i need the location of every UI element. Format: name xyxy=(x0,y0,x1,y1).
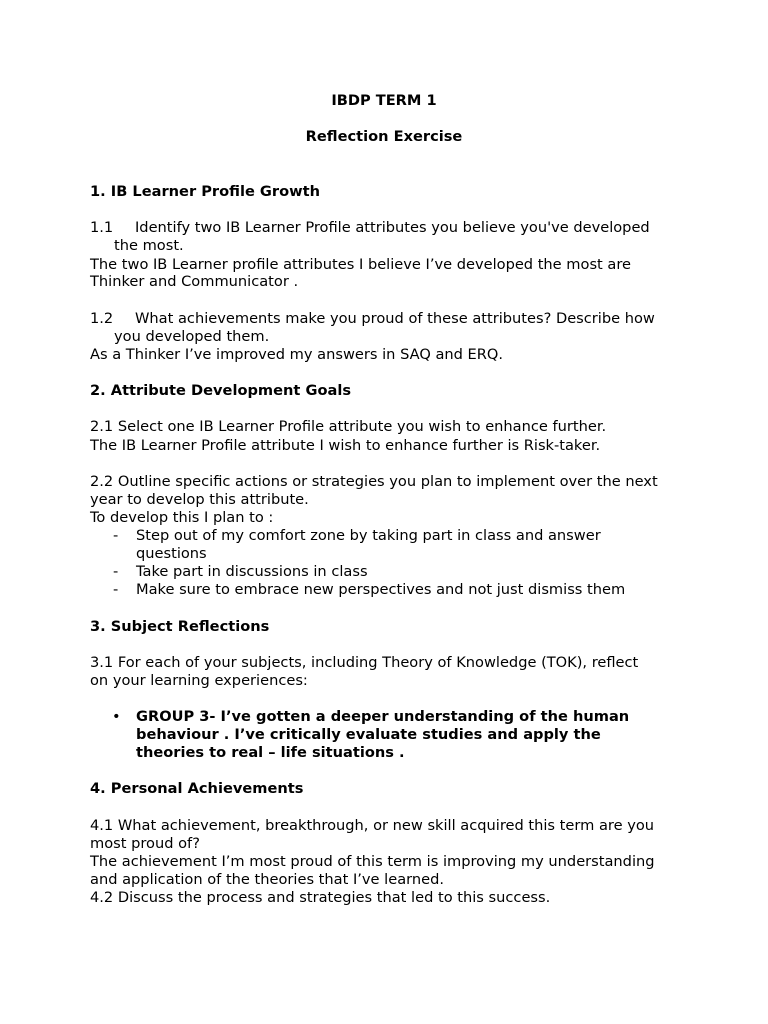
answer-1-1: The two IB Learner profile attributes I believe I’ve developed the most are xyxy=(90,256,632,273)
question-number: 1.2 xyxy=(90,310,114,327)
answer-2-1: The IB Learner Profile attribute I wish to enhance further is Risk-taker. xyxy=(90,437,601,454)
question-1-1-cont: the most. xyxy=(114,237,184,254)
answer-2-2-intro: To develop this I plan to : xyxy=(90,509,274,526)
question-3-1: 3.1 For each of your subjects, including Theory of Knowledge (TOK), reflect xyxy=(90,654,639,671)
list-item: Take part in discussions in class xyxy=(136,563,368,580)
question-3-1-cont: on your learning experiences: xyxy=(90,672,308,689)
question-text: Identify two IB Learner Profile attributes you believe you've developed xyxy=(135,219,650,236)
question-text: What achievements make you proud of these attributes? Describe how xyxy=(135,310,655,327)
question-4-1-cont: most proud of? xyxy=(90,835,200,852)
question-4-2: 4.2 Discuss the process and strategies that led to this success. xyxy=(90,889,551,906)
answer-4-1: The achievement I’m most proud of this term is improving my understanding xyxy=(90,853,655,870)
list-item: Make sure to embrace new perspectives and not just dismiss them xyxy=(136,581,626,598)
question-1-2-cont: you developed them. xyxy=(114,328,270,345)
list-dash: - xyxy=(113,527,119,544)
question-2-2-cont: year to develop this attribute. xyxy=(90,491,309,508)
answer-1-1-cont: Thinker and Communicator . xyxy=(90,273,299,290)
question-4-1: 4.1 What achievement, breakthrough, or new skill acquired this term are you xyxy=(90,817,655,834)
question-1-2 xyxy=(90,310,655,328)
section-4-heading: 4. Personal Achievements xyxy=(90,780,304,797)
question-number: 1.1 xyxy=(90,219,114,236)
list-dash: - xyxy=(113,581,119,598)
list-dash: - xyxy=(113,563,119,580)
bullet-point: • xyxy=(112,708,121,725)
document-subtitle: Reflection Exercise xyxy=(305,128,463,145)
bullet-text-cont: theories to real – life situations . xyxy=(136,744,405,761)
question-2-1: 2.1 Select one IB Learner Profile attribute you wish to enhance further. xyxy=(90,418,607,435)
section-2-heading: 2. Attribute Development Goals xyxy=(90,382,352,399)
answer-1-2: As a Thinker I’ve improved my answers in SAQ and ERQ. xyxy=(90,346,504,363)
question-2-2: 2.2 Outline specific actions or strategies you plan to implement over the next xyxy=(90,473,658,490)
section-1-heading: 1. IB Learner Profile Growth xyxy=(90,183,320,200)
list-item: Step out of my comfort zone by taking part in class and answer xyxy=(136,527,601,544)
document-title: IBDP TERM 1 xyxy=(331,92,437,109)
bullet-text: GROUP 3- I’ve gotten a deeper understanding of the human xyxy=(136,708,630,725)
section-3-heading: 3. Subject Reflections xyxy=(90,618,270,635)
answer-4-1-cont: and application of the theories that I’ve learned. xyxy=(90,871,445,888)
list-item-cont: questions xyxy=(136,545,207,562)
bullet-text-cont: behaviour . I’ve critically evaluate studies and apply the xyxy=(136,726,601,743)
question-1-1 xyxy=(90,219,650,237)
